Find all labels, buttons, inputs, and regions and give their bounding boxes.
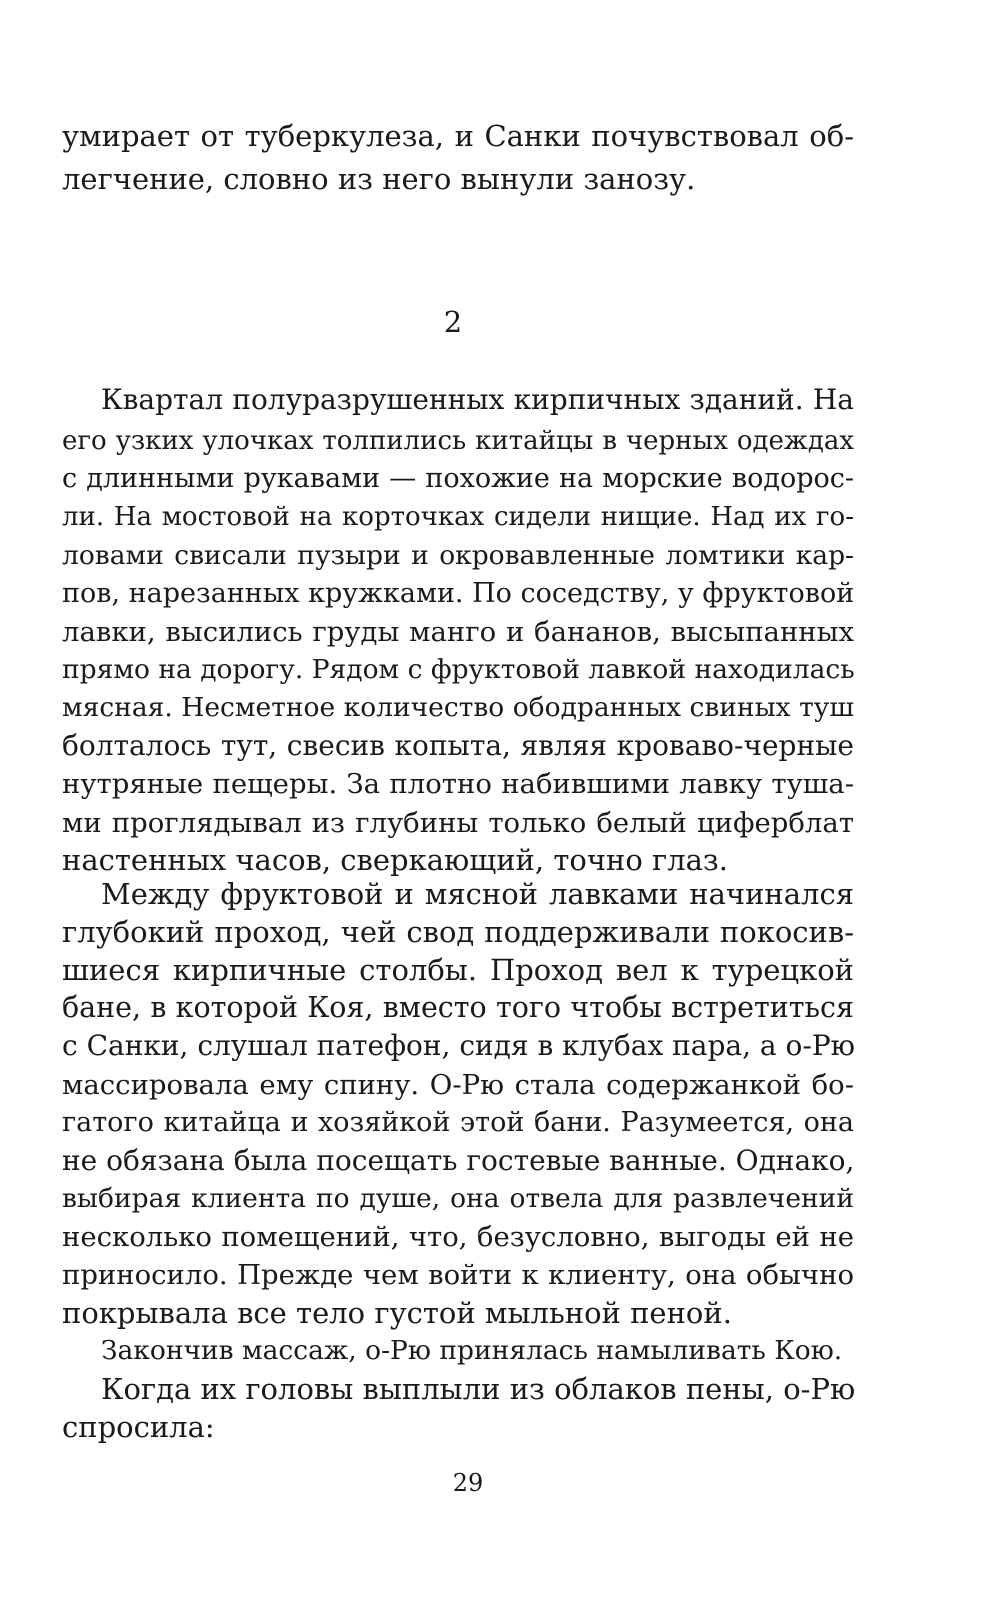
text-line: его узких улочках толпились китайцы в черных одеждах bbox=[62, 426, 854, 456]
text-line: Квартал полуразрушенных кирпичных зданий. На bbox=[101, 383, 854, 416]
text-line: спросила: bbox=[62, 1410, 215, 1444]
chapter-number: 2 bbox=[443, 305, 463, 339]
text-line: настенных часов, сверкающий, точно глаз. bbox=[62, 843, 728, 877]
text-line: с Санки, слушал патефон, сидя в клубах пара, а о-Рю bbox=[62, 1029, 856, 1062]
text-line: легчение, словно из него вынули занозу. bbox=[62, 162, 696, 196]
text-line: гатого китайца и хозяйкой этой бани. Разумеется, она bbox=[62, 1107, 854, 1138]
text-line: пов, нарезанных кружками. По соседству, у фруктовой bbox=[62, 578, 855, 609]
text-line: лавки, высились груды манго и бананов, высыпанных bbox=[62, 616, 854, 648]
text-line: ли. На мостовой на корточках сидели нищие. Над их го- bbox=[62, 502, 854, 532]
text-line: Между фруктовой и мясной лавками начинался bbox=[101, 877, 854, 911]
text-line: выбирая клиента по душе, она отвела для развлечений bbox=[62, 1183, 854, 1214]
text-line: Закончив массаж, о-Рю принялась намыливать Кою. bbox=[101, 1335, 843, 1366]
text-line: нутряные пещеры. За плотно набившими лавку туша- bbox=[62, 768, 854, 800]
text-line: бане, в которой Коя, вместо того чтобы встретиться bbox=[62, 991, 854, 1024]
page-number: 29 bbox=[452, 1469, 484, 1497]
text-line: умирает от туберкулеза, и Санки почувствовал об- bbox=[62, 119, 854, 153]
text-line: прямо на дорогу. Рядом с фруктовой лавкой находилась bbox=[62, 654, 855, 685]
text-line: шиеся кирпичные столбы. Проход вел к турецкой bbox=[62, 953, 854, 987]
text-line: не обязана была посещать гостевые ванные. Однако, bbox=[62, 1144, 855, 1177]
text-line: приносило. Прежде чем войти к клиенту, она обычно bbox=[62, 1259, 854, 1291]
text-line: глубокий проход, чей свод поддерживали покосив- bbox=[62, 915, 854, 949]
text-line: несколько помещений, что, безусловно, выгоды ей не bbox=[62, 1221, 854, 1253]
text-line: ловами свисали пузыри и окровавленные ломтики кар- bbox=[62, 540, 854, 571]
text-line: ми проглядывал из глубины только белый циферблат bbox=[62, 807, 854, 839]
text-line: покрывала все тело густой мыльной пеной. bbox=[62, 1296, 732, 1330]
text-line: болталось тут, свесив копыта, являя кроваво-черные bbox=[62, 729, 854, 762]
text-line: мясная. Несметное количество ободранных свиных туш bbox=[62, 692, 854, 723]
text-line: массировала ему спину. О-Рю стала содержанкой бо- bbox=[62, 1069, 854, 1101]
text-line: с длинными рукавами — похожие на морские водорос- bbox=[62, 463, 854, 494]
text-line: Когда их головы выплыли из облаков пены, о-Рю bbox=[101, 1372, 856, 1406]
